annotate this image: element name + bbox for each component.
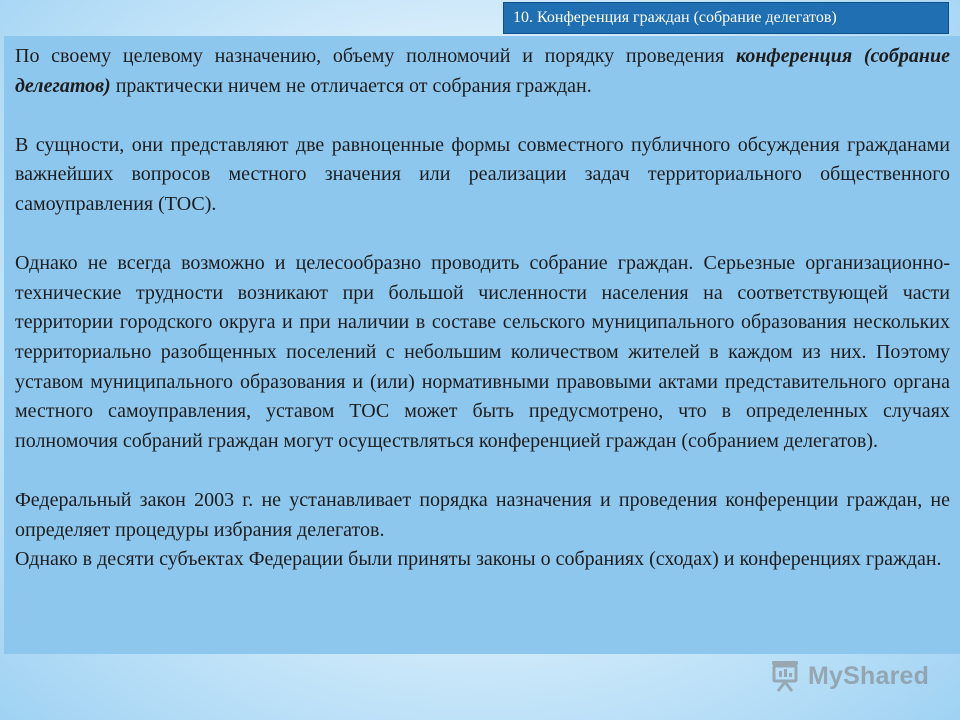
paragraph-spacer: [15, 101, 950, 131]
paragraph-1-start: По своему целевому назначению, объему полномочий и порядку проведения: [15, 45, 736, 67]
paragraph-spacer: [15, 456, 950, 486]
paragraph-1-end: практически ничем не отличается от собрания граждан.: [110, 74, 592, 97]
content-box: [4, 36, 960, 654]
myshared-watermark: [768, 656, 929, 696]
slide-title: 10. Конференция граждан (собрание делегатов): [503, 2, 949, 34]
paragraph-3: Однако не всегда возможно и целесообразно проводить собрание граждан. Серьезные организационно-технические трудности возникают при большой численности населения на соответствующей части территории городского округа и при наличии в составе сельского муниципального образования нескольких территориально разобщенных поселений с небольшим количеством жителей в каждом из них. Поэтому уставом муниципального образования и (или) нормативными правовыми актами представительного органа местного самоуправления, уставом ТОС может быть предусмотрено, что в определенных случаях полномочия собраний граждан могут осуществляться конференцией граждан (собранием делегатов).: [15, 252, 950, 452]
watermark-text: MyShared: [808, 661, 930, 690]
paragraph-1: [15, 42, 950, 101]
paragraph-5: Однако в десяти субъектах Федерации были приняты законы о собраниях (сходах) и конференциях граждан.: [15, 548, 942, 571]
paragraph-2: В сущности, они представляют две равноценные формы совместного публичного обсуждения гражданами важнейших вопросов местного значения или реализации задач территориального общественного самоуправления (ТОС).: [15, 133, 950, 215]
paragraph-1-emphasis: конференция (собрание делегатов): [15, 45, 950, 97]
paragraph-spacer: [15, 220, 950, 250]
paragraph-4: Федеральный закон 2003 г. не устанавливает порядка назначения и проведения конференции граждан, не определяет процедуры избрания делегатов.: [15, 488, 950, 541]
presentation-board-icon: [768, 659, 802, 693]
